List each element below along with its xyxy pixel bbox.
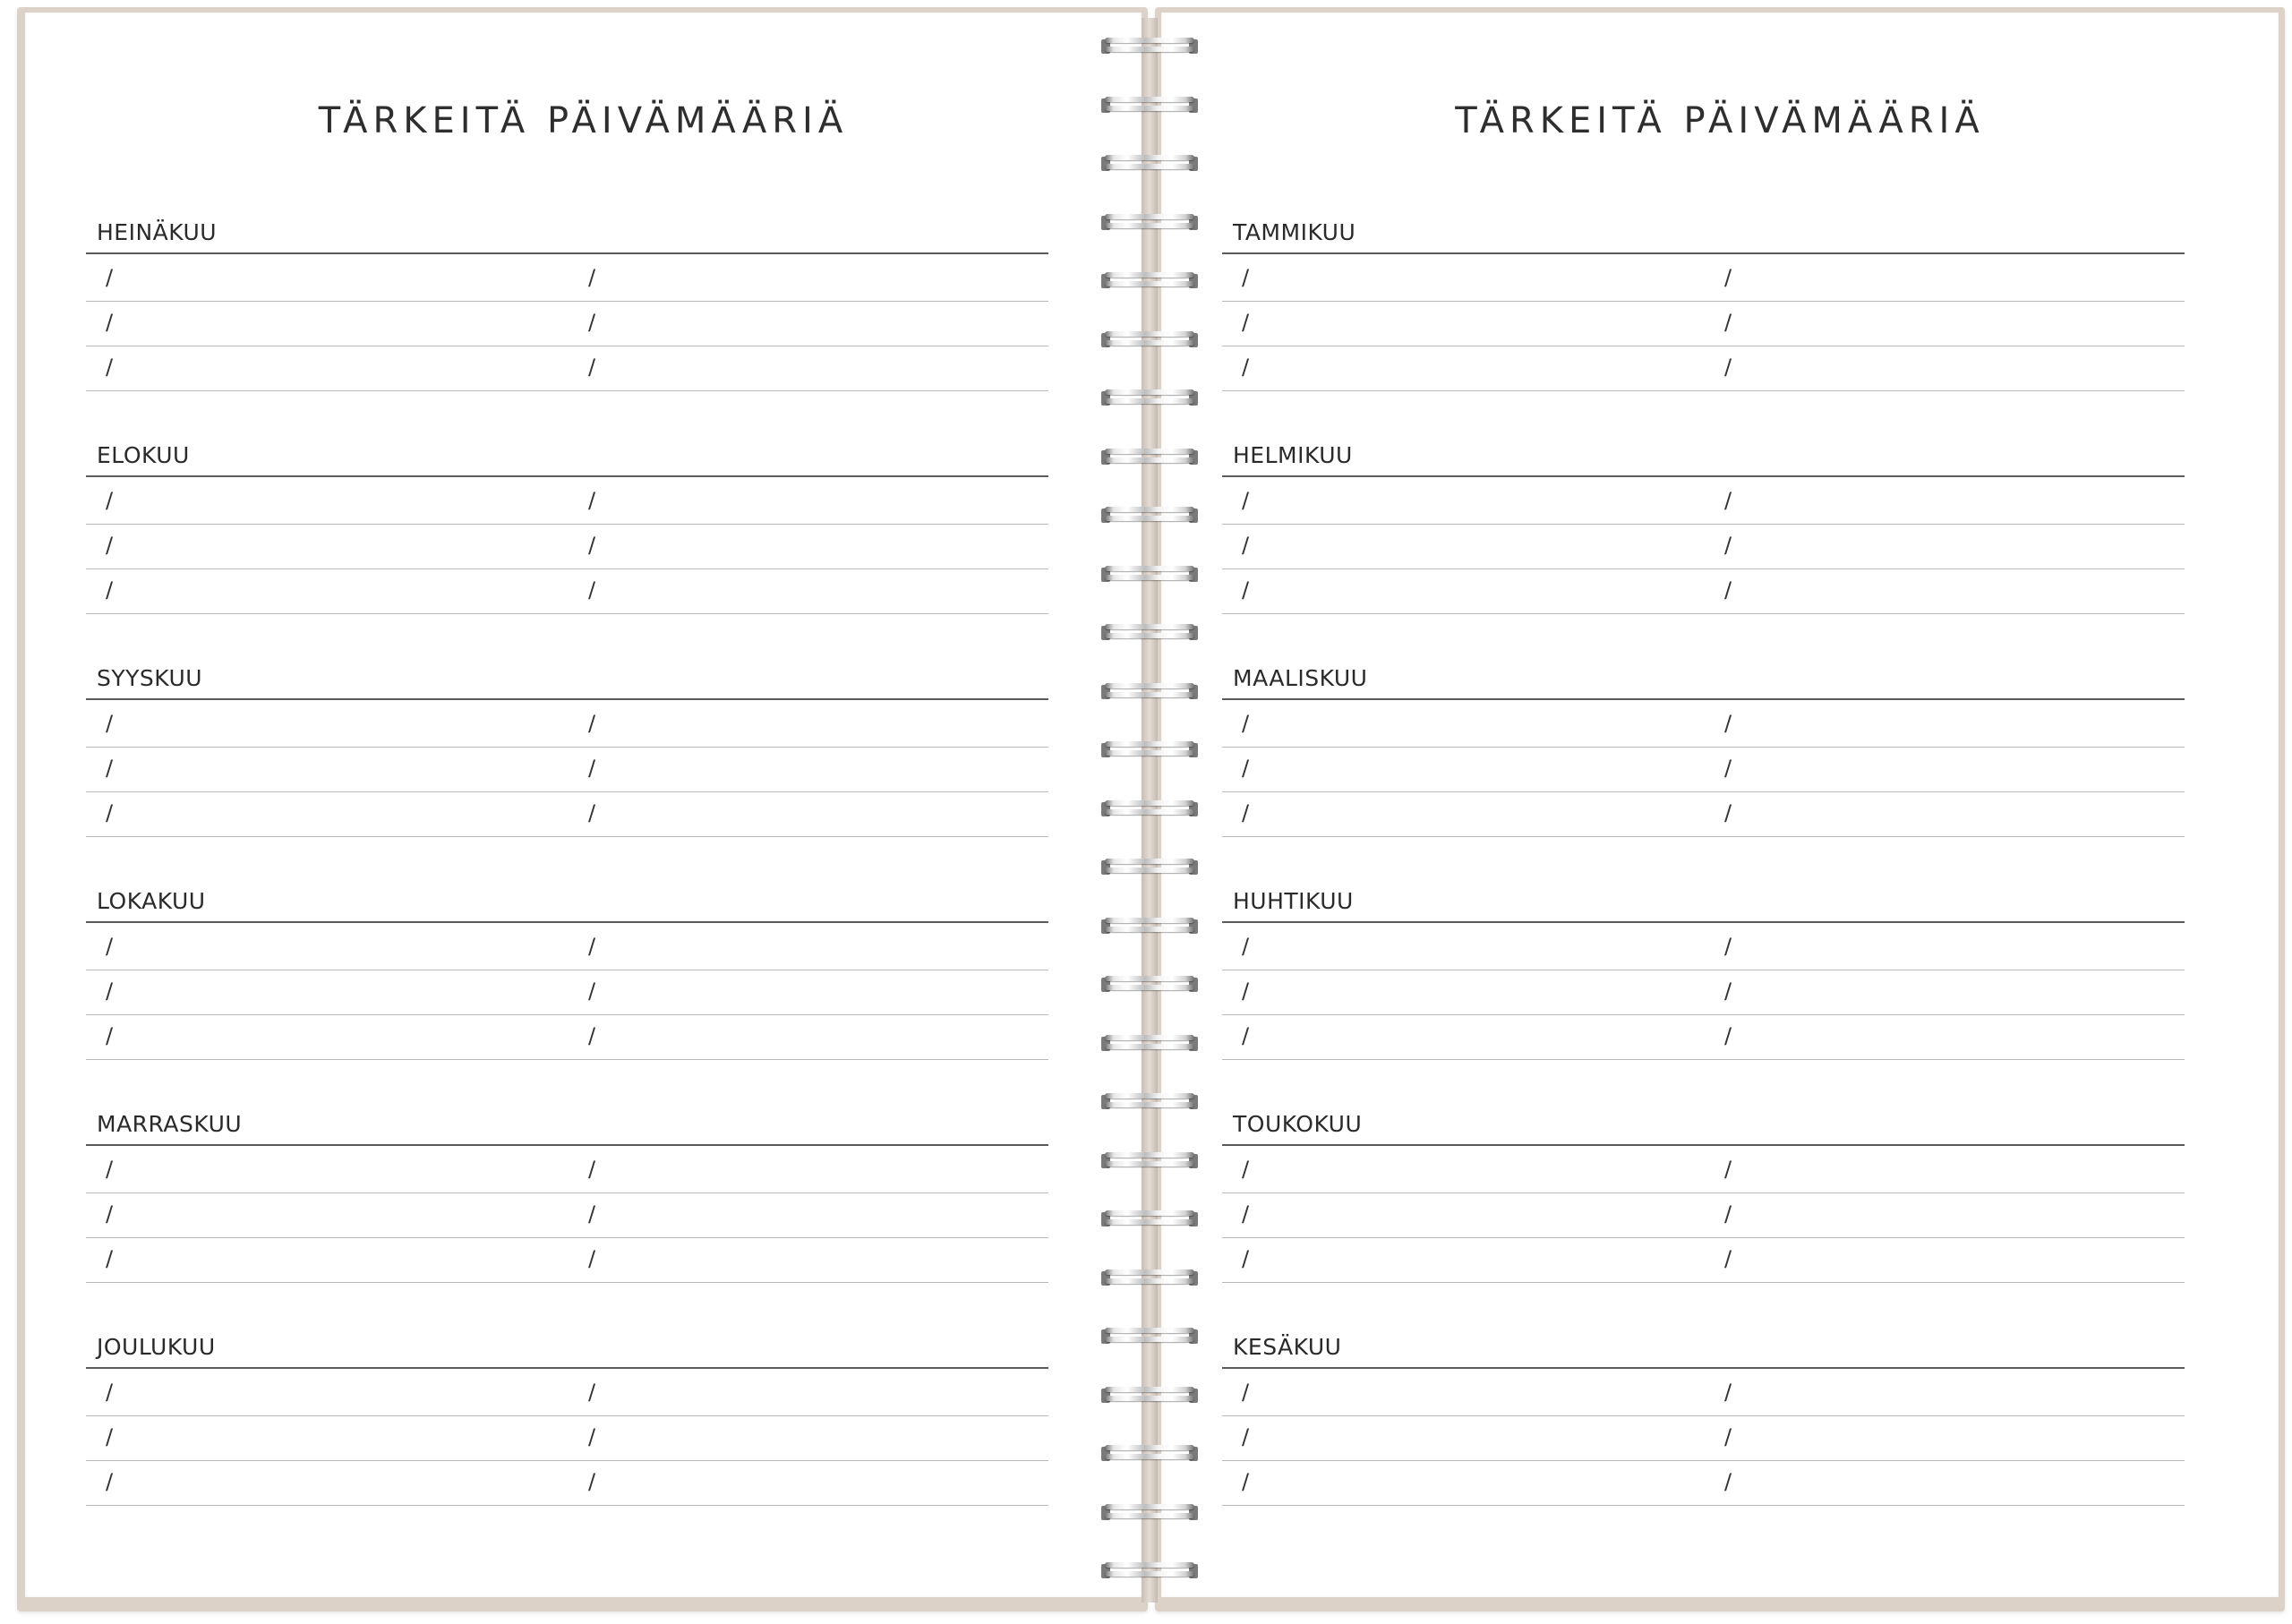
month-rule	[86, 1144, 1048, 1146]
date-entry-line[interactable]	[86, 702, 1048, 748]
date-separator: /	[588, 979, 596, 1004]
spiral-coil	[1099, 34, 1200, 59]
coil-wire	[1105, 1044, 1194, 1049]
month-section	[86, 1333, 1048, 1512]
date-separator: /	[1724, 577, 1732, 603]
date-separator: /	[588, 1246, 596, 1271]
date-separator: /	[588, 310, 596, 335]
spiral-coil	[1099, 328, 1200, 353]
month-label: JOULUKUU	[97, 1334, 216, 1360]
left-page	[25, 13, 1142, 1597]
date-separator: /	[588, 1201, 596, 1227]
date-entry-line[interactable]	[86, 1192, 1048, 1238]
spiral-coil	[1099, 1559, 1200, 1584]
date-separator: /	[106, 488, 114, 513]
month-section	[1222, 1333, 2185, 1512]
date-entry-line[interactable]	[86, 970, 1048, 1015]
month-section	[86, 441, 1048, 620]
coil-wire	[1105, 47, 1194, 52]
coil-wire	[1105, 750, 1194, 756]
month-label: MARRASKUU	[97, 1111, 243, 1137]
month-label: MAALISKUU	[1233, 665, 1368, 691]
date-separator: /	[588, 934, 596, 959]
date-separator: /	[1242, 533, 1250, 558]
month-rule	[1222, 921, 2185, 923]
date-separator: /	[1242, 265, 1250, 290]
date-separator: /	[1242, 488, 1250, 513]
coil-wire	[1105, 683, 1194, 688]
date-separator: /	[1724, 800, 1732, 825]
spiral-binding	[1099, 0, 1200, 1624]
spiral-coil	[1099, 151, 1200, 176]
coil-wire	[1105, 1504, 1194, 1509]
spiral-coil	[1099, 1266, 1200, 1291]
date-separator: /	[106, 1157, 114, 1182]
month-rule	[86, 475, 1048, 477]
date-separator: /	[1724, 488, 1732, 513]
date-separator: /	[1724, 355, 1732, 380]
spiral-coil	[1099, 210, 1200, 235]
page-title: TÄRKEITÄ PÄIVÄMÄÄRIÄ	[1455, 100, 1985, 141]
date-entry-line[interactable]	[86, 1237, 1048, 1283]
date-separator: /	[106, 1424, 114, 1449]
spiral-coil	[1099, 93, 1200, 118]
date-separator: /	[1242, 310, 1250, 335]
coil-wire	[1105, 927, 1194, 932]
coil-wire	[1105, 692, 1194, 697]
date-separator: /	[588, 1023, 596, 1048]
date-entry-line[interactable]	[86, 256, 1048, 302]
month-label: HEINÄKUU	[97, 219, 218, 245]
month-section	[86, 218, 1048, 397]
coil-wire	[1105, 809, 1194, 815]
date-separator: /	[1724, 1157, 1732, 1182]
coil-wire	[1105, 800, 1194, 806]
date-separator: /	[588, 1157, 596, 1182]
date-separator: /	[588, 1469, 596, 1494]
coil-wire	[1105, 281, 1194, 286]
date-separator: /	[106, 979, 114, 1004]
spiral-coil	[1099, 503, 1200, 528]
date-separator: /	[106, 310, 114, 335]
coil-wire	[1105, 1152, 1194, 1158]
date-separator: /	[1724, 533, 1732, 558]
coil-wire	[1105, 457, 1194, 463]
date-entry-line[interactable]	[1222, 1014, 2185, 1060]
month-rule	[1222, 1144, 2185, 1146]
date-separator: /	[588, 488, 596, 513]
coil-wire	[1105, 1396, 1194, 1401]
month-label: HELMIKUU	[1233, 442, 1353, 468]
date-separator: /	[588, 355, 596, 380]
spiral-coil	[1099, 1090, 1200, 1115]
coil-wire	[1105, 868, 1194, 873]
date-entry-line[interactable]	[86, 346, 1048, 391]
coil-wire	[1105, 575, 1194, 580]
coil-wire	[1105, 741, 1194, 747]
date-entry-line[interactable]	[1222, 1415, 2185, 1461]
date-separator: /	[106, 934, 114, 959]
spiral-coil	[1099, 680, 1200, 705]
coil-wire	[1105, 1161, 1194, 1167]
date-separator: /	[1724, 934, 1732, 959]
date-separator: /	[1242, 934, 1250, 959]
coil-wire	[1105, 1269, 1194, 1275]
date-separator: /	[106, 711, 114, 736]
coil-wire	[1105, 1445, 1194, 1450]
month-rule	[1222, 1367, 2185, 1369]
spiral-coil	[1099, 620, 1200, 645]
date-entry-line[interactable]	[1222, 479, 2185, 525]
date-separator: /	[1242, 355, 1250, 380]
coil-wire	[1105, 566, 1194, 571]
coil-wire	[1105, 985, 1194, 990]
spiral-coil	[1099, 445, 1200, 470]
month-section	[1222, 441, 2185, 620]
date-separator: /	[106, 577, 114, 603]
date-entry-line[interactable]	[86, 1460, 1048, 1506]
spiral-coil	[1099, 914, 1200, 939]
coil-wire	[1105, 507, 1194, 512]
spiral-coil	[1099, 1441, 1200, 1466]
date-entry-line[interactable]	[1222, 568, 2185, 614]
coil-wire	[1105, 1219, 1194, 1225]
date-separator: /	[106, 1023, 114, 1048]
date-entry-line[interactable]	[86, 1014, 1048, 1060]
date-entry-line[interactable]	[1222, 524, 2185, 569]
date-separator: /	[106, 1469, 114, 1494]
date-separator: /	[1724, 1469, 1732, 1494]
coil-wire	[1105, 1454, 1194, 1459]
coil-wire	[1105, 97, 1194, 102]
spiral-coil	[1099, 1383, 1200, 1408]
date-separator: /	[1724, 1023, 1732, 1048]
month-section	[1222, 1110, 2185, 1289]
date-separator: /	[588, 533, 596, 558]
date-separator: /	[106, 1380, 114, 1405]
date-entry-line[interactable]	[1222, 1148, 2185, 1193]
coil-wire	[1105, 1562, 1194, 1568]
date-separator: /	[1724, 1201, 1732, 1227]
spiral-coil	[1099, 797, 1200, 822]
date-separator: /	[1242, 1157, 1250, 1182]
spiral-coil	[1099, 1207, 1200, 1232]
date-separator: /	[1724, 265, 1732, 290]
date-entry-line[interactable]	[86, 791, 1048, 837]
date-entry-line[interactable]	[86, 479, 1048, 525]
date-entry-line[interactable]	[86, 1415, 1048, 1461]
coil-wire	[1105, 1035, 1194, 1040]
coil-wire	[1105, 1328, 1194, 1333]
coil-wire	[1105, 1210, 1194, 1216]
date-separator: /	[588, 577, 596, 603]
date-separator: /	[588, 756, 596, 781]
date-separator: /	[1724, 1380, 1732, 1405]
coil-wire	[1105, 516, 1194, 521]
coil-wire	[1105, 1102, 1194, 1107]
month-label: TAMMIKUU	[1233, 219, 1356, 245]
month-section	[1222, 218, 2185, 397]
coil-wire	[1105, 389, 1194, 395]
date-entry-line[interactable]	[1222, 702, 2185, 748]
coil-wire	[1105, 1571, 1194, 1577]
date-separator: /	[588, 1424, 596, 1449]
date-entry-line[interactable]	[86, 747, 1048, 792]
date-separator: /	[1724, 979, 1732, 1004]
coil-wire	[1105, 164, 1194, 169]
date-separator: /	[1242, 1469, 1250, 1494]
spiral-coil	[1099, 855, 1200, 880]
month-label: SYYSKUU	[97, 665, 203, 691]
month-rule	[1222, 252, 2185, 254]
spiral-coil	[1099, 738, 1200, 763]
spiral-coil	[1099, 386, 1200, 411]
coil-wire	[1105, 633, 1194, 638]
date-separator: /	[1242, 1201, 1250, 1227]
month-label: KESÄKUU	[1233, 1334, 1342, 1360]
coil-wire	[1105, 918, 1194, 923]
month-rule	[1222, 475, 2185, 477]
date-separator: /	[1242, 1023, 1250, 1048]
month-rule	[1222, 698, 2185, 700]
spiral-coil	[1099, 1500, 1200, 1526]
coil-wire	[1105, 1337, 1194, 1342]
date-separator: /	[588, 265, 596, 290]
coil-wire	[1105, 398, 1194, 404]
spiral-coil	[1099, 1324, 1200, 1349]
date-entry-line[interactable]	[86, 524, 1048, 569]
coil-wire	[1105, 624, 1194, 629]
month-label: ELOKUU	[97, 442, 190, 468]
date-separator: /	[1242, 577, 1250, 603]
date-entry-line[interactable]	[1222, 346, 2185, 391]
month-section	[1222, 887, 2185, 1066]
date-entry-line[interactable]	[86, 568, 1048, 614]
date-entry-line[interactable]	[1222, 301, 2185, 346]
month-rule	[86, 921, 1048, 923]
month-section	[86, 664, 1048, 843]
date-separator: /	[106, 1246, 114, 1271]
date-separator: /	[106, 533, 114, 558]
date-separator: /	[106, 800, 114, 825]
date-entry-line[interactable]	[86, 1148, 1048, 1193]
spiral-coil	[1099, 269, 1200, 294]
date-entry-line[interactable]	[1222, 970, 2185, 1015]
date-separator: /	[588, 800, 596, 825]
month-section	[86, 1110, 1048, 1289]
coil-wire	[1105, 340, 1194, 346]
date-entry-line[interactable]	[86, 301, 1048, 346]
month-label: HUHTIKUU	[1233, 888, 1354, 914]
date-entry-line[interactable]	[1222, 747, 2185, 792]
date-separator: /	[106, 355, 114, 380]
date-entry-line[interactable]	[86, 925, 1048, 970]
date-separator: /	[1242, 1380, 1250, 1405]
coil-wire	[1105, 1278, 1194, 1284]
month-label: LOKAKUU	[97, 888, 206, 914]
date-separator: /	[1724, 711, 1732, 736]
coil-wire	[1105, 155, 1194, 160]
month-rule	[86, 1367, 1048, 1369]
coil-wire	[1105, 106, 1194, 111]
date-separator: /	[1724, 756, 1732, 781]
date-entry-line[interactable]	[1222, 791, 2185, 837]
page-title: TÄRKEITÄ PÄIVÄMÄÄRIÄ	[318, 100, 849, 141]
coil-wire	[1105, 1387, 1194, 1392]
coil-wire	[1105, 1513, 1194, 1518]
date-separator: /	[106, 265, 114, 290]
spiral-coil	[1099, 1031, 1200, 1056]
date-separator: /	[1724, 1246, 1732, 1271]
date-separator: /	[106, 1201, 114, 1227]
coil-wire	[1105, 1093, 1194, 1098]
spiral-coil	[1099, 972, 1200, 997]
coil-wire	[1105, 976, 1194, 981]
coil-wire	[1105, 859, 1194, 864]
date-separator: /	[1242, 979, 1250, 1004]
date-separator: /	[1242, 1246, 1250, 1271]
date-separator: /	[588, 711, 596, 736]
coil-wire	[1105, 223, 1194, 228]
spiral-coil	[1099, 562, 1200, 587]
right-page	[1161, 13, 2279, 1597]
coil-wire	[1105, 272, 1194, 278]
date-separator: /	[1724, 1424, 1732, 1449]
date-separator: /	[1724, 310, 1732, 335]
coil-wire	[1105, 214, 1194, 219]
date-separator: /	[106, 756, 114, 781]
month-section	[1222, 664, 2185, 843]
date-separator: /	[588, 1380, 596, 1405]
coil-wire	[1105, 449, 1194, 454]
date-entry-line[interactable]	[1222, 925, 2185, 970]
month-label: TOUKOKUU	[1233, 1111, 1363, 1137]
month-rule	[86, 698, 1048, 700]
date-entry-line[interactable]	[1222, 1460, 2185, 1506]
spiral-coil	[1099, 1149, 1200, 1174]
date-separator: /	[1242, 756, 1250, 781]
date-separator: /	[1242, 800, 1250, 825]
date-separator: /	[1242, 1424, 1250, 1449]
coil-wire	[1105, 38, 1194, 43]
coil-wire	[1105, 331, 1194, 337]
date-entry-line[interactable]	[1222, 256, 2185, 302]
date-entry-line[interactable]	[1222, 1237, 2185, 1283]
month-rule	[86, 252, 1048, 254]
date-entry-line[interactable]	[1222, 1371, 2185, 1416]
date-entry-line[interactable]	[1222, 1192, 2185, 1238]
month-section	[86, 887, 1048, 1066]
date-entry-line[interactable]	[86, 1371, 1048, 1416]
date-separator: /	[1242, 711, 1250, 736]
